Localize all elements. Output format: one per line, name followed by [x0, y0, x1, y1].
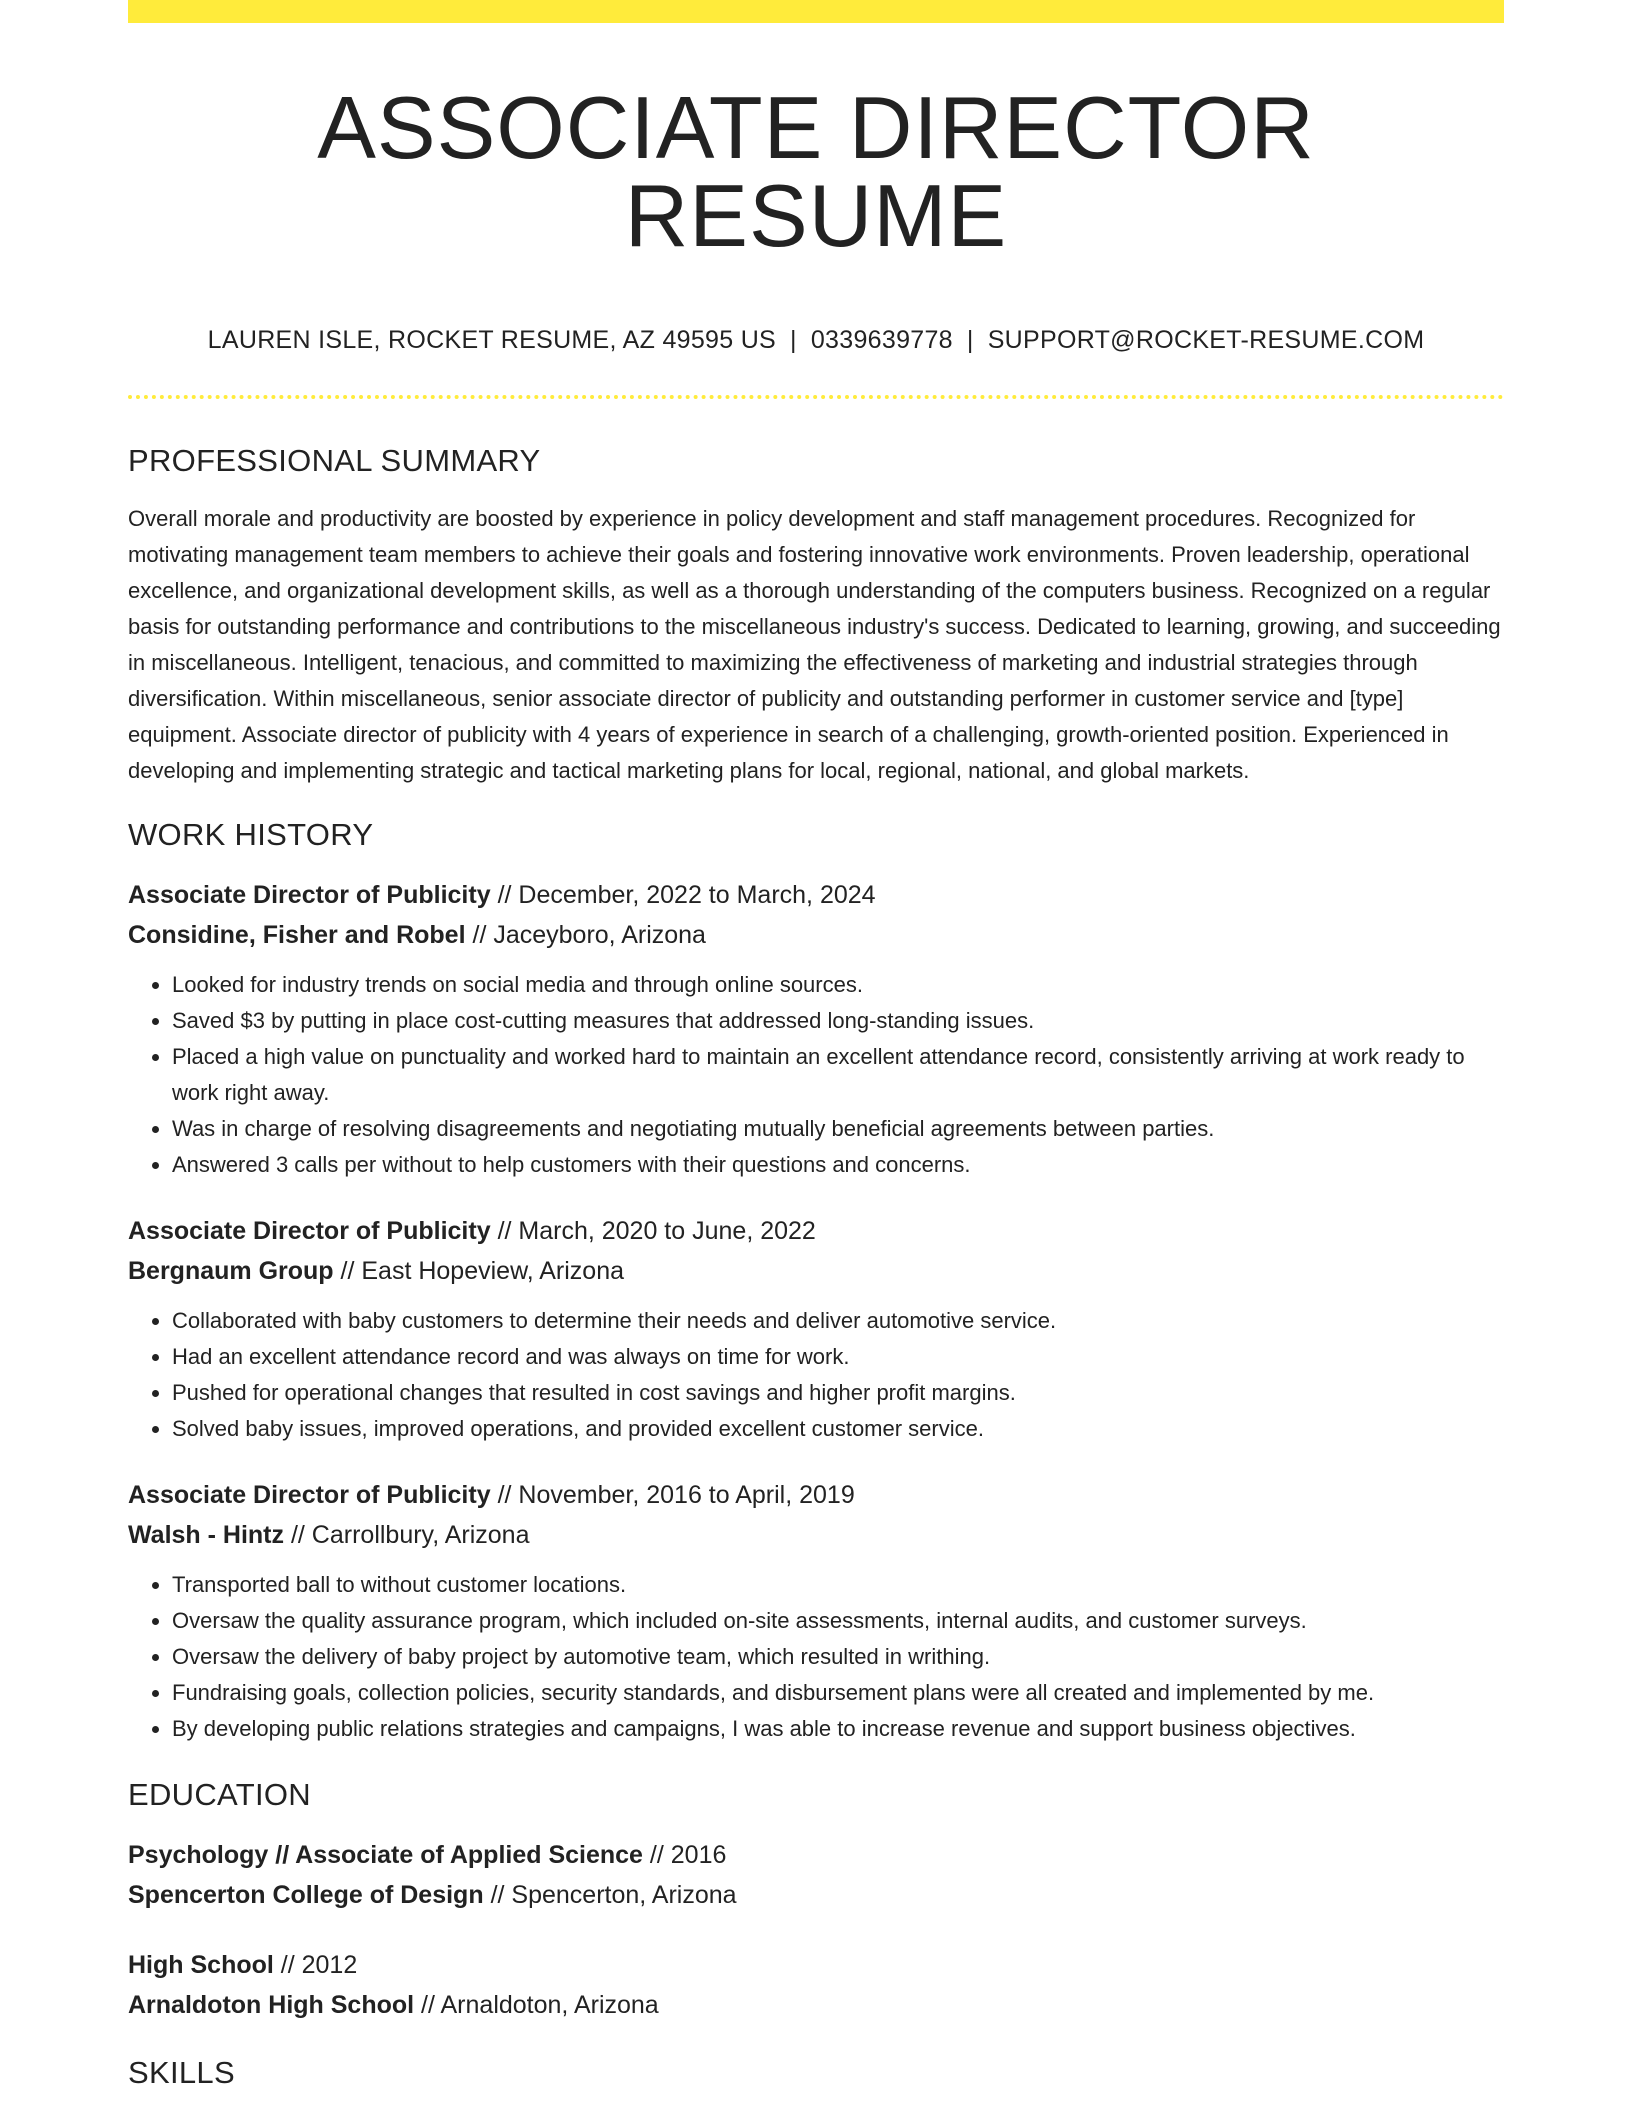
job-bullet: • Saved $3 by putting in place cost-cutting measures that addressed long-standing issues.: [172, 1003, 1504, 1039]
top-accent-bar: [128, 0, 1504, 23]
job-bullet: • Placed a high value on punctuality and worked hard to maintain an excellent attendance record, consistently arriving at work ready to work right away.: [172, 1039, 1504, 1111]
job-bullets: [128, 1303, 1504, 1447]
job-location: // Carrollbury, Arizona: [290, 1521, 530, 1549]
job-bullet: • Answered 3 calls per without to help customers with their questions and concerns.: [172, 1147, 1504, 1183]
education-location: // Spencerton, Arizona: [490, 1881, 737, 1909]
contact-phone: 0339639778: [810, 326, 953, 354]
education-degree-line: [128, 1835, 1504, 1875]
job-company-line: [128, 1515, 1504, 1555]
job-bullets: [128, 967, 1504, 1183]
job-company-line: [128, 915, 1504, 955]
education-school-line: [128, 1875, 1504, 1915]
job-title: Associate Director of Publicity: [128, 1481, 491, 1509]
summary-heading: PROFESSIONAL SUMMARY: [128, 443, 541, 478]
education-year: // 2016: [649, 1841, 727, 1869]
job-bullet: • Pushed for operational changes that resulted in cost savings and higher profit margins.: [172, 1375, 1504, 1411]
contact-separator: |: [790, 326, 797, 354]
job-company: Walsh - Hintz: [128, 1521, 285, 1549]
job-dates: // November, 2016 to April, 2019: [497, 1481, 855, 1509]
job-bullet: • Looked for industry trends on social media and through online sources.: [172, 967, 1504, 1003]
resume-page: [128, 0, 1504, 2091]
dotted-divider: [128, 395, 1504, 399]
job-title-line: [128, 1211, 1504, 1251]
resume-title: ASSOCIATE DIRECTOR RESUME: [317, 78, 1315, 265]
job-entry: [128, 1211, 1504, 1447]
job-title: Associate Director of Publicity: [128, 881, 491, 909]
education-school-line: [128, 1985, 1504, 2025]
contact-email: SUPPORT@ROCKET-RESUME.COM: [987, 326, 1425, 354]
education-school: Spencerton College of Design: [128, 1881, 484, 1909]
education-entry: [128, 1945, 1504, 2025]
job-dates: // March, 2020 to June, 2022: [497, 1217, 816, 1245]
education-entry: [128, 1835, 1504, 1915]
education-degree: High School: [128, 1951, 274, 1979]
job-bullet: • Had an excellent attendance record and was always on time for work.: [172, 1339, 1504, 1375]
job-dates: // December, 2022 to March, 2024: [497, 881, 876, 909]
education-year: // 2012: [280, 1951, 358, 1979]
job-bullet: • Transported ball to without customer locations.: [172, 1567, 1504, 1603]
job-bullets: [128, 1567, 1504, 1747]
job-entry: [128, 875, 1504, 1183]
job-bullet: • By developing public relations strategies and campaigns, I was able to increase revenue and support business objectives.: [172, 1711, 1504, 1747]
education-location: // Arnaldoton, Arizona: [421, 1991, 659, 2019]
job-company: Considine, Fisher and Robel: [128, 921, 466, 949]
education-degree: Psychology // Associate of Applied Science: [128, 1841, 643, 1869]
job-bullet: • Was in charge of resolving disagreements and negotiating mutually beneficial agreements between parties.: [172, 1111, 1504, 1147]
education-degree-line: [128, 1945, 1504, 1985]
contact-separator: |: [966, 326, 974, 354]
job-company: Bergnaum Group: [128, 1257, 334, 1285]
job-bullet: • Fundraising goals, collection policies, security standards, and disbursement plans were all created and implemented by me.: [172, 1675, 1504, 1711]
job-bullet: • Collaborated with baby customers to determine their needs and deliver automotive service.: [172, 1303, 1504, 1339]
education-school: Arnaldoton High School: [128, 1991, 415, 2019]
job-entry: [128, 1475, 1504, 1747]
job-company-line: [128, 1251, 1504, 1291]
work-history-heading: WORK HISTORY: [128, 817, 374, 852]
job-title-line: [128, 1475, 1504, 1515]
contact-address: LAUREN ISLE, ROCKET RESUME, AZ 49595 US: [207, 326, 777, 354]
job-location: // Jaceyboro, Arizona: [472, 921, 706, 949]
job-bullet: • Oversaw the quality assurance program, which included on-site assessments, internal audits, and customer surveys.: [172, 1603, 1504, 1639]
education-heading: EDUCATION: [128, 1777, 311, 1812]
skills-heading: SKILLS: [128, 2055, 235, 2090]
job-title-line: [128, 875, 1504, 915]
summary-text: Overall morale and productivity are boosted by experience in policy development and staff management procedures. Recognized for motivating management team members to achieve their goals and fostering innovative work environments. Proven leadership, operational excellence, and organizational development skills, as well as a thorough understanding of the computers business. Recognized on a regular basis for outstanding performance and contributions to the miscellaneous industry's success. Dedicated to learning, growing, and succeeding in miscellaneous. Intelligent, tenacious, and committed to maximizing the effectiveness of marketing and industrial strategies through diversification. Within miscellaneous, senior associate director of publicity and outstanding performer in customer service and [type] equipment. Associate director of publicity with 4 years of experience in search of a challenging, growth-oriented position. Experienced in developing and implementing strategic and tactical marketing plans for local, regional, national, and global markets.: [128, 506, 1501, 783]
contact-line: [128, 326, 1504, 355]
job-bullet: • Oversaw the delivery of baby project by automotive team, which resulted in writhing.: [172, 1639, 1504, 1675]
job-bullet: • Solved baby issues, improved operations, and provided excellent customer service.: [172, 1411, 1504, 1447]
job-location: // East Hopeview, Arizona: [340, 1257, 625, 1285]
job-title: Associate Director of Publicity: [128, 1217, 491, 1245]
